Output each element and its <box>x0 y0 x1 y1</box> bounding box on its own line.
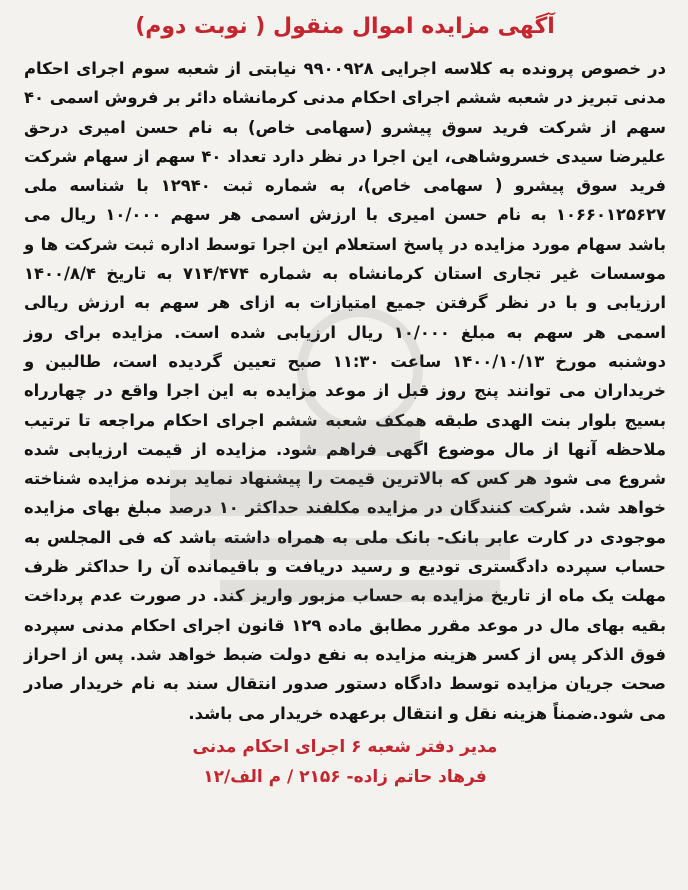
notice-title: آگهی مزایده اموال منقول ( نوبت دوم) <box>135 14 555 39</box>
signature-block <box>24 732 666 792</box>
signature-office: مدیر دفتر شعبه ۶ اجرای احکام مدنی <box>192 736 498 757</box>
notice-body: در خصوص پرونده به کلاسه اجرایی ۹۹۰۰۹۲۸ نیابتی از شعبه سوم اجرای احکام مدنی تبریز در شعبه ششم اجرای احکام مدنی کرمانشاه دائر بر فروش اسمی ۴۰ سهم از شرکت فرید سوق پیشرو (سهامی خاص) به نام حسن امیری درحق علیرضا سیدی خسروشاهی، این اجرا در نظر دارد تعداد ۴۰ سهم از سهام شرکت فرید سوق پیشرو ( سهامی خاص)، به شماره ثبت ۱۲۹۴۰ با شناسه ملی ۱۰۶۶۰۱۲۵۶۲۷ به نام حسن امیری با ارزش اسمی هر سهم ۱۰/۰۰۰ ریال می باشد سهام مورد مزایده در پاسخ استعلام این اجرا توسط اداره ثبت شرکت ها و موسسات غیر تجاری استان کرمانشاه به شماره ۷۱۴/۴۷۴ به تاریخ ۱۴۰۰/۸/۴ ارزیابی و با در نظر گرفتن جمیع امتیازات به ازای هر سهم به ارزش ریالی اسمی هر سهم به مبلغ ۱۰/۰۰۰ ریال ارزیابی شده است. مزایده برای روز دوشنبه مورخ ۱۴۰۰/۱۰/۱۳ ساعت ۱۱:۳۰ صبح تعیین گردیده است، طالبین و خریداران می توانند پنج روز قبل از موعد مزایده به این اجرا واقع در چهارراه بسیج بلوار بنت الهدی طبقه همکف شعبه ششم اجرای احکام مراجعه تا ترتیب ملاحظه آنها از مال موضوع اگهی فراهم شود. مزایده از قیمت ارزیابی شده شروع می شود هر کس که بالاترین قیمت را پیشنهاد نماید برنده مزایده شناخته خواهد شد. شرکت کنندگان در مزایده مکلفند حداکثر ۱۰ درصد مبلغ بهای مزایده موجودی در کارت عابر بانک- بانک ملی به همراه داشته باشد که فی المجلس به حساب سپرده دادگستری تودیع و رسید دریافت و باقیمانده آن را حداکثر ظرف مهلت یک ماه از تاریخ مزایده به حساب مزبور واریز کند. در صورت عدم پرداخت بقیه بهای مال در موعد مقرر مطابق ماده ۱۲۹ قانون اجرای احکام مدنی سپرده فوق الذکر پس از کسر هزینه مزایده به نفع دولت ضبط خواهد شد. پس از احراز صحت جریان مزایده توسط دادگاه دستور صدور انتقال سند به نام خریدار صادر می شود.ضمناً هزینه نقل و انتقال برعهده خریدار می باشد. <box>24 59 667 723</box>
signature-name: فرهاد حاتم زاده- ۲۱۵۶ / م الف/۱۲ <box>203 766 487 787</box>
